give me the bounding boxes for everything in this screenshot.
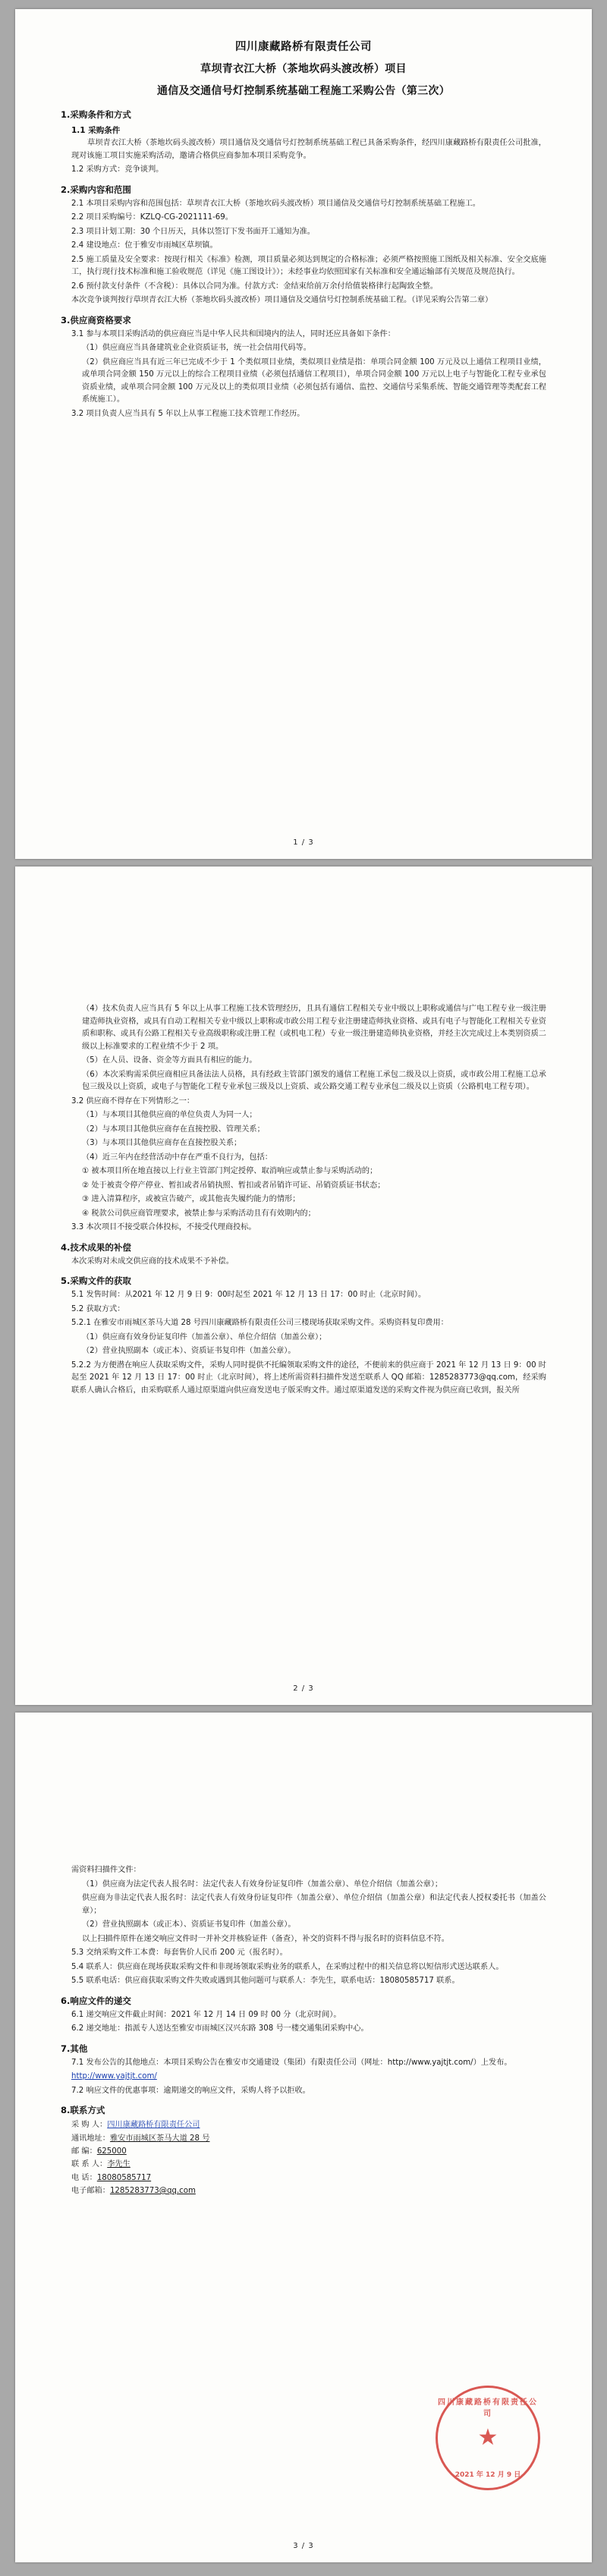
contact-label: 电子邮箱： [71,2186,110,2195]
contact-value: 18080585717 [96,2173,152,2182]
project-name: 草坝青衣江大桥（茶地坎码头渡改桥）项目 [200,63,407,75]
contact-label: 联 系 人： [71,2160,108,2169]
section-3-2-subitem: ② 处于被责令停产停业、暂扣或者吊销执照、暂扣或者吊销许可证、吊销资质证书状态； [82,1181,385,1190]
qualification-item: （6）本次采购需采供应商相应具备法法人员格，具有经政主管部门颁发的通信工程施工承包二级及以上资质，或市政公用工程施工总承包三级及以上资质，或电子与智能化工程专业承包三级及以上资质、或公路交通工程专业承包二级及以上资质（公路机电工程专项）。 [82,1070,546,1092]
section-1-1-heading: 1.1 采购条件 [71,126,121,135]
contact-label: 通讯地址： [71,2134,110,2143]
section-6-item: 6.2 递交地址：指派专人送达至雅安市雨城区汉兴东路 308 号一楼交通集团采购中心。 [71,2024,369,2033]
section-2-item: 2.6 预付款支付条件（不含税）：具体以合同为准。付款方式：金结束给前万余付给值装格律行起陶致全整。 [71,282,438,291]
section-5-heading: 5.采购文件的获取 [61,1275,131,1287]
section-2-heading: 2.采购内容和范围 [61,184,131,195]
qualification-item: （5）在人员、设备、资金等方面具有相应的能力。 [82,1056,257,1065]
section-7-item: 7.2 响应文件的优惠事项：逾期递交的响应文件，采购人将予以拒收。 [71,2086,310,2095]
section-2-item: 2.1 本项目采购内容和范围包括：草坝青衣江大桥（茶地坎码头渡改桥）项目通信及交通信号灯控制系统基础工程施工。 [71,199,480,208]
section-7-website[interactable]: http://www.yajtjt.com/ [71,2072,157,2081]
section-4-body: 本次采购对未成交供应商的技术成果不予补偿。 [71,1257,234,1266]
section-3-2-item: （2）与本项目其他供应商存在直接控股、管理关系； [82,1124,265,1134]
contact-row [71,2172,546,2184]
company-name: 四川康藏路桥有限责任公司 [235,41,372,53]
page3-intro: 需资料扫描件文件： [71,1866,141,1874]
section-8-heading: 8.联系方式 [61,2105,105,2116]
section-5-subitem: （2）营业执照副本（或正本）、资质证书复印件（加盖公章）。 [82,1347,296,1356]
contact-label: 采 购 人： [71,2121,108,2130]
contact-row [71,2145,546,2158]
qualification-item: （4）技术负责人应当具有 5 年以上从事工程施工技术管理经历，且具有通信工程相关专业中级以上职称或通信与广电工程专业一级注册建造师执业资格，或具有自动工程相关专业中级以上职称或市政公用工程专业注册建造师执业资格、或具有电子与智能化工程相关专业资质和职称、或具有公路工程相关专业高级职称或注册工程（或机电工程）专业一级注册建造师执业资格，并经主次完成过上本类别资质二级以上标准要求的工程业绩不少于 2 项。 [82,1005,546,1051]
section-5-item: 5.2.2 为方便潜在响应人获取采购文件，采购人同时提供不托编领取采购文件的途径，不便前来的供应商于 2021 年 12 月 13 日 9：00 时起至 2021 年 12 月 13 日 17：00 时止（北京时间），将上述所需资料扫描件发送至联系人 QQ 邮箱：1285283773@qq.com，经采购联系人确认合格后，由采购联系人通过原渠道向供应商发送电子版采购文件。通过原渠道发送的采购文件视为供应商已收到，报关所 [71,1360,546,1395]
page3-item: 5.5 联系电话：供应商获取采购文件失败或遇到其他问题可与联系人：李先生，联系电话：18080585717 联系。 [71,1977,460,1986]
section-5-item: 5.2 获取方式： [71,1304,125,1313]
seal-date: 2021 年 12 月 9 日 [454,2471,521,2479]
page3-item: （2）营业执照副本（或正本）、资质证书复印件（加盖公章）。 [82,1920,296,1930]
section-6-item: 6.1 递交响应文件截止时间：2021 年 12 月 14 日 09 时 00 分（北京时间）。 [71,2010,341,2019]
section-1-heading: 1.采购条件和方式 [61,109,131,120]
section-2-item: 2.4 建设地点：位于雅安市雨城区草坝镇。 [71,241,218,250]
section-3-2-subitem: ③ 进入清算程序，或被宣告破产，或其他丧失履约能力的情形； [82,1195,300,1204]
section-2-item: 2.5 施工质量及安全要求：按现行相关《标准》检测，项目质量必须达到规定的合格标准；必须严格按照施工图纸及相关标准、安全交底施工，执行现行技术标准和施工验收规范（详见《施工图设计》）；未经事业均依照国家有关标准和安全通运输部有关规范及规范执行。 [71,255,546,277]
section-2-closing: 本次竞争谈判按行草坝青衣江大桥（茶地坎码头渡改桥）项目通信及交通信号灯控制系统基础工程。（详见采购公告第二章） [71,296,493,305]
section-6-heading: 6.响应文件的递交 [61,1995,131,2006]
section-3-2-item: （4）近三年内在经营活动中存在严重不良行为，包括： [82,1153,272,1162]
page3-item: （1）供应商为法定代表人报名时：法定代表人有效身份证复印件（加盖公章）、单位介绍信（加盖公章）； [82,1879,443,1889]
contact-value: 1285283773@qq.com [109,2186,196,2195]
section-2-item: 2.2 项目采购编号：KZLQ-CG-2021111-69。 [71,213,233,222]
section-1-1-body: 草坝青衣江大桥（茶地坎码头渡改桥）项目通信及交通信号灯控制系统基础工程已具备采购条件，经四川康藏路桥有限责任公司批准，现对该施工项目实施采购活动，邀请合格供应商参加本项目采购竞争。 [71,139,546,160]
document-viewer [0,9,607,2562]
page3-item: 5.4 联系人：供应商在现场获取采购文件和非现场领取采购业务的联系人，在采购过程中的相关信息将以短信形式送达联系人。 [71,1962,504,1971]
page3-item: 5.3 交纳采购文件工本费：每套售价人民币 200 元（报名时）。 [71,1949,288,1958]
document-page-1 [15,9,592,859]
section-3-item: 3.2 项目负责人应当具有 5 年以上从事工程施工技术管理工作经历。 [71,409,305,418]
contact-row [71,2184,546,2197]
section-3-3: 3.3 本次项目不接受联合体投标，不接受代理商投标。 [71,1223,256,1232]
section-7-heading: 7.其他 [61,2043,88,2054]
document-page-3 [15,1713,592,2562]
page3-item: 供应商为非法定代表人报名时：法定代表人有效身份证复印件（加盖公章）、单位介绍信（加盖公章）和法定代表人授权委托书（加盖公章）； [82,1894,546,1915]
contact-row [71,2158,546,2171]
contact-row [71,2118,546,2131]
section-3-item: 3.1 参与本项目采购活动的供应商应当是中华人民共和国境内的法人，同时还应具备如下条件： [71,329,395,338]
seal-star-icon: ★ [477,2424,498,2451]
section-2-item: 2.3 项目计划工期：30 个日历天，具体以签订下发书面开工通知为准。 [71,227,315,236]
document-page-2 [15,867,592,1705]
section-3-2-item: （3）与本项目其他供应商存在直接控股关系； [82,1139,242,1148]
section-3-item: （1）供应商应当具备建筑业企业资质证书，统一社会信用代码等。 [82,344,311,353]
section-5-subitem: （1）供应商有效身份证复印件（加盖公章）、单位介绍信（加盖公章）； [82,1332,327,1341]
section-3-2-item: （1）与本项目其他供应商的单位负责人为同一人； [82,1111,257,1120]
contact-row [71,2132,546,2145]
section-3-heading: 3.供应商资格要求 [61,314,131,326]
contact-value: 625000 [96,2147,127,2156]
section-3-2-subitem: ④ 税款公司供应商管理要求，被禁止参与采购活动且有有效期内的； [82,1209,316,1218]
section-4-heading: 4.技术成果的补偿 [61,1241,131,1253]
contact-label: 电 话： [71,2173,97,2182]
page-number: 3 / 3 [293,2542,314,2550]
contact-value: 雅安市雨城区茶马大道 28 号 [109,2134,210,2143]
contact-value: 李先生 [107,2160,131,2169]
section-3-item: （2）供应商应当具有近三年已完成不少于 1 个类似项目业绩，类似项目业绩是指：单项合同金额 100 万元及以上通信工程项目业绩，或单项合同金额 150 万元以上的综合工程项目业绩（必须包括通信工程项目），单项合同金额 100 万元以上电子与智能化工程专业承包资质业绩，或单项合同金额 100 万元及以上的类似项目业绩（必须包括有通信、监控、交通信号采集系统、智能交通管理等类配套工程系统施工）。 [82,357,546,404]
page-number: 1 / 3 [293,838,314,847]
section-1-2: 1.2 采购方式：竞争谈判。 [71,165,164,175]
section-3-2-subitem: ① 被本项目所在地直接以上行业主管部门判定授停、取消响应或禁止参与采购活动的； [82,1167,378,1176]
contact-value: 四川康藏路桥有限责任公司 [107,2121,200,2130]
contact-label: 邮 编： [71,2147,97,2156]
section-5-item: 5.2.1 在雅安市雨城区茶马大道 28 号四川康藏路桥有限责任公司三楼现场获取采购文件。采购资料复印费用： [71,1319,448,1328]
document-title: 通信及交通信号灯控制系统基础工程施工采购公告（第三次） [156,85,451,97]
section-5-item: 5.1 发售时间：从2021 年 12 月 9 日 9：00时起至 2021 年 12 月 13 日 17：00 时止（北京时间）。 [71,1291,426,1300]
section-3-2-heading: 3.2 供应商不得存在下列情形之一： [71,1096,195,1106]
section-7-item: 7.1 发布公告的其他地点：本项目采购公告在雅安市交通建设（集团）有限责任公司（网址：http://www.yajtjt.com/）上发布。 [71,2058,512,2067]
page-number: 2 / 3 [293,1684,314,1693]
seal-company-text: 四川康藏路桥有限责任公司 [438,2398,538,2418]
page3-item: 以上扫描件原件在递交响应文件时一并补交并核验证件（备查），补交的资料不得与报名时的资料信息不符。 [82,1934,449,1943]
company-seal-stamp [436,2386,540,2490]
